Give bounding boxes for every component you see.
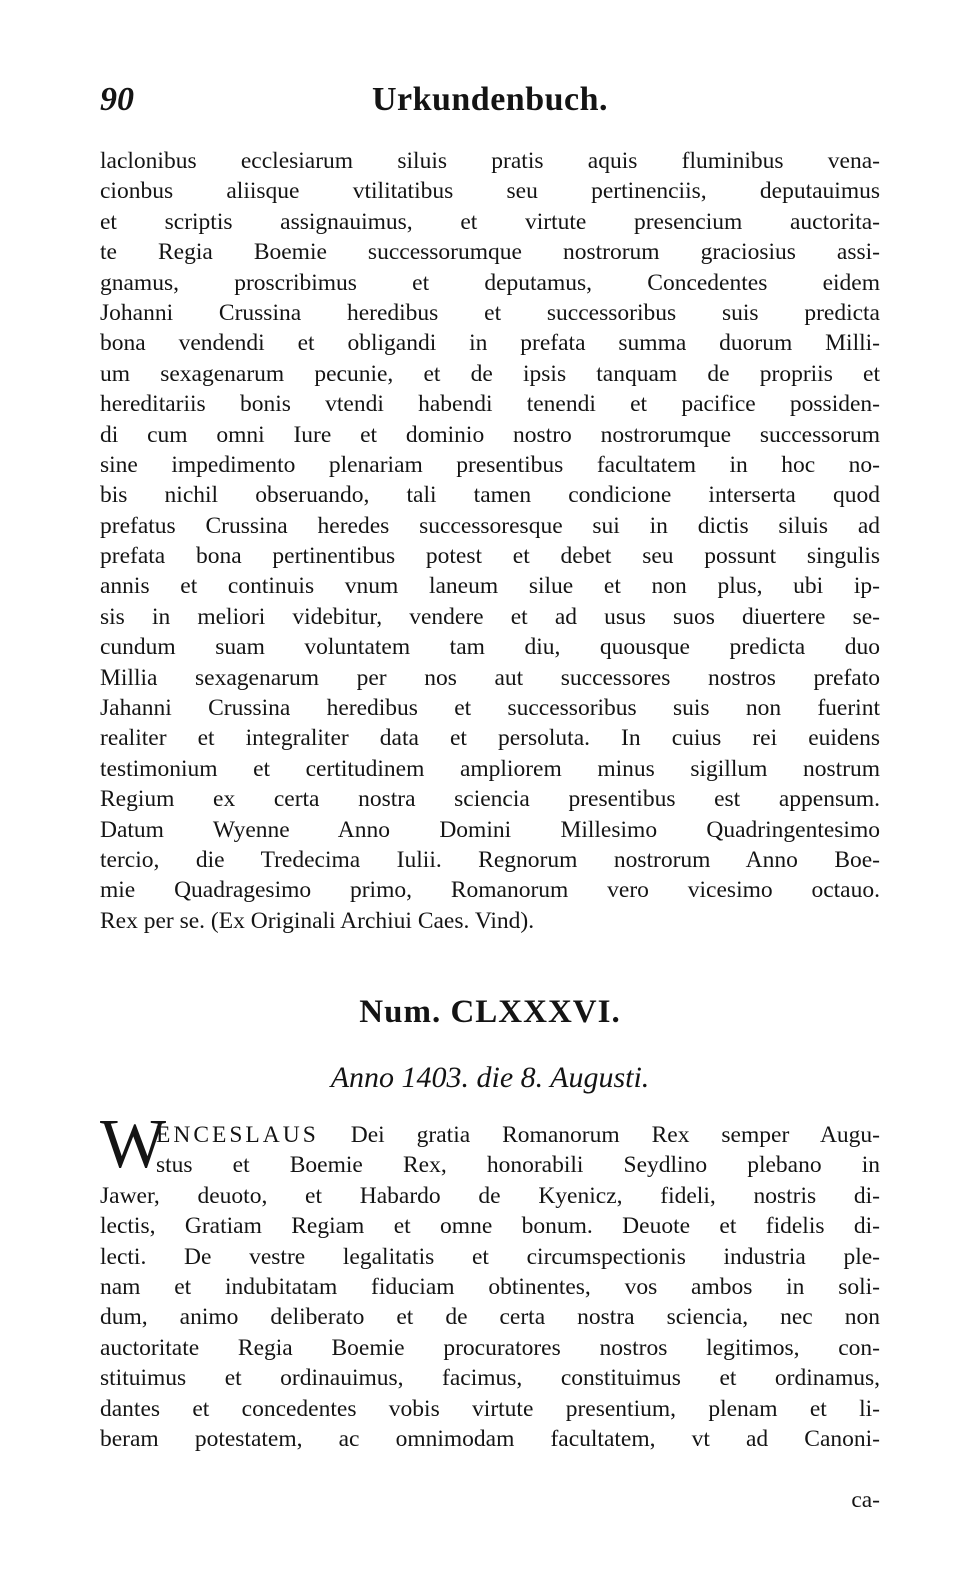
- text-line: dum, animo deliberato et de certa nostra sciencia, nec non: [100, 1304, 880, 1331]
- text-line: testimonium et certitudinem ampliorem minus sigillum nostrum: [100, 755, 880, 782]
- section-date: Anno 1403. die 8. Augusti.: [330, 1061, 650, 1094]
- text-line: annis et continuis vnum laneum silue et non plus, ubi ip-: [100, 573, 880, 600]
- charter-text: [100, 1120, 880, 1454]
- text-line: prefatus Crussina heredes successoresque sui in dictis siluis ad: [100, 512, 880, 539]
- text-line: sis in meliori videbitur, vendere et ad usus suos diuertere se-: [100, 603, 880, 630]
- text-line: Datum Wyenne Anno Domini Millesimo Quadringentesimo: [100, 816, 880, 843]
- text-line: cionbus aliisque vtilitatibus seu pertinenciis, deputauimus: [100, 178, 880, 205]
- catchword: ca-: [851, 1487, 880, 1513]
- text-line: prefata bona pertinentibus potest et debet seu possunt singulis: [100, 543, 880, 570]
- text-line: beram potestatem, ac omnimodam facultatem, vt ad Canoni-: [100, 1425, 880, 1452]
- text-line: auctoritate Regia Boemie procuratores nostros legitimos, con-: [100, 1334, 880, 1361]
- text-line: di cum omni Iure et dominio nostro nostrorumque successorum: [100, 421, 880, 448]
- text-line: gnamus, proscribimus et deputamus, Concedentes eidem: [100, 269, 880, 296]
- text-line: realiter et integraliter data et persoluta. In cuius rei euidens: [100, 725, 880, 752]
- text-line: Jawer, deuoto, et Habardo de Kyenicz, fideli, nostris di-: [100, 1182, 880, 1209]
- text-line: stus et Boemie Rex, honorabili Seydlino plebano in: [156, 1152, 880, 1179]
- text-line: tercio, die Tredecima Iulii. Regnorum nostrorum Anno Boe-: [100, 846, 880, 873]
- running-title: Urkundenbuch.: [371, 81, 609, 118]
- text-line: hereditariis bonis vtendi habendi tenendi et pacifice possiden-: [100, 391, 880, 418]
- text-line: te Regia Boemie successorumque nostrorum graciosius assi-: [100, 239, 880, 266]
- text-line: stituimus et ordinauimus, facimus, constituimus et ordinamus,: [100, 1365, 880, 1392]
- text-line: um sexagenarum pecunie, et de ipsis tanquam de propriis et: [100, 360, 880, 387]
- page-number: 90: [100, 81, 134, 118]
- text-line: lectis, Gratiam Regiam et omne bonum. Deuote et fidelis di-: [100, 1213, 880, 1240]
- text-line: bis nichil obseruando, tali tamen condicione interserta quod: [100, 482, 880, 509]
- text-line: et scriptis assignauimus, et virtute presencium auctorita-: [100, 208, 880, 235]
- text-line: Regium ex certa nostra sciencia presentibus est appensum.: [100, 786, 880, 813]
- text-line: Johanni Crussina heredibus et successoribus suis predicta: [100, 299, 880, 326]
- text-line: Jahanni Crussina heredibus et successoribus suis non fuerint: [100, 695, 880, 722]
- running-head: [100, 78, 880, 122]
- first-text-line: [100, 1120, 880, 1150]
- first-line-rest: Dei gratia Romanorum Rex semper Augu-: [350, 1122, 880, 1148]
- text-line: sine impedimento plenariam presentibus facultatem in hoc no-: [100, 451, 880, 478]
- drop-cap: W: [100, 1106, 167, 1183]
- continued-charter-text: [100, 146, 880, 936]
- text-line: bona vendendi et obligandi in prefata summa duorum Milli-: [100, 330, 880, 357]
- text-line: cundum suam voluntatem tam diu, quousque predicta duo: [100, 634, 880, 661]
- text-line: dantes et concedentes vobis virtute presentium, plenam et li-: [100, 1395, 880, 1422]
- section-number: Num. CLXXXVI.: [359, 994, 621, 1030]
- text-line-source-note: Rex per se. (Ex Originali Archiui Caes. Vind).: [100, 907, 535, 934]
- text-line: lecti. De vestre legalitatis et circumspectionis industria ple-: [100, 1243, 880, 1270]
- text-line: Millia sexagenarum per nos aut successores nostros prefato: [100, 664, 880, 691]
- text-line: mie Quadragesimo primo, Romanorum vero vicesimo octauo.: [100, 877, 880, 904]
- first-word: ENCESLAUS: [156, 1122, 319, 1148]
- text-line: nam et indubitatam fiduciam obtinentes, vos ambos in soli-: [100, 1273, 880, 1300]
- text-line: laclonibus ecclesiarum siluis pratis aquis fluminibus vena-: [100, 148, 880, 174]
